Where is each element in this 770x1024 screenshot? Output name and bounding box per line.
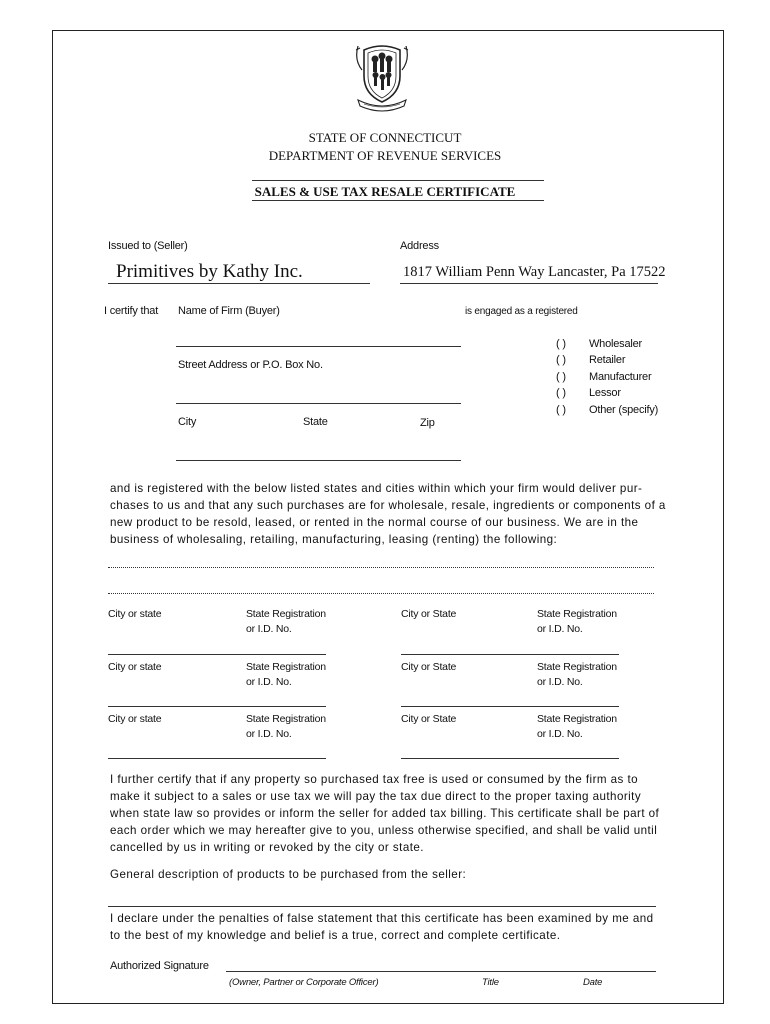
general-description-line[interactable]	[108, 906, 656, 907]
paragraph-certify-line-4: each order which we may hereafter give to you, unless otherwise specified, and shall be valid until	[110, 824, 658, 837]
seller-address-line	[400, 283, 658, 284]
id-number-label: or I.D. No.	[537, 623, 583, 635]
declaration-line-1: I declare under the penalties of false statement that this certificate has been examined by me and	[110, 912, 654, 925]
city-or-state-label: City or state	[108, 608, 162, 620]
title-underline	[252, 200, 544, 201]
city-label: City	[178, 416, 197, 428]
authorized-signature-label: Authorized Signature	[110, 960, 209, 972]
registration-line-right[interactable]	[401, 706, 619, 707]
option-checkbox[interactable]: ( )	[556, 404, 566, 416]
seller-name-line	[108, 283, 370, 284]
registration-line-left[interactable]	[108, 758, 326, 759]
registration-line-right[interactable]	[401, 758, 619, 759]
general-description-label: General description of products to be purchased from the seller:	[110, 868, 467, 881]
city-or-state-label: City or state	[108, 661, 162, 673]
city-or-state-label: City or state	[108, 713, 162, 725]
option-checkbox[interactable]: ( )	[556, 354, 566, 366]
state-registration-label: State Registration	[537, 661, 617, 673]
option-label: Other (specify)	[589, 404, 659, 416]
paragraph-registration-line-4: business of wholesaling, retailing, manufacturing, leasing (renting) the following:	[110, 533, 558, 546]
department-name: DEPARTMENT OF REVENUE SERVICES	[268, 148, 502, 163]
state-registration-label: State Registration	[537, 713, 617, 725]
city-state-zip-line[interactable]	[176, 460, 461, 461]
state-registration-label: State Registration	[537, 608, 617, 620]
owner-partner-label: (Owner, Partner or Corporate Officer)	[229, 977, 379, 988]
paragraph-certify-line-2: make it subject to a sales or use tax we will pay the tax due direct to the proper taxing authority	[110, 790, 642, 803]
products-dotted-line-1[interactable]	[108, 567, 654, 568]
city-or-state-label: City or State	[401, 713, 457, 725]
option-label: Wholesaler	[589, 338, 643, 350]
street-address-line[interactable]	[176, 403, 461, 404]
city-or-state-label: City or State	[401, 608, 457, 620]
paragraph-certify-line-3: when state law so provides or inform the seller for added tax billing. This certificate shall be part of	[110, 807, 660, 820]
option-label: Manufacturer	[589, 371, 652, 383]
zip-label: Zip	[420, 417, 435, 429]
firm-name-line[interactable]	[176, 346, 461, 347]
option-checkbox[interactable]: ( )	[556, 338, 566, 350]
id-number-label: or I.D. No.	[537, 728, 583, 740]
registration-line-left[interactable]	[108, 706, 326, 707]
title-overline	[252, 180, 544, 181]
engaged-label: is engaged as a registered	[465, 306, 578, 317]
state-registration-label: State Registration	[246, 661, 326, 673]
paragraph-certify-line-5: cancelled by us in writing or revoked by the city or state.	[110, 841, 424, 854]
issued-to-label: Issued to (Seller)	[108, 240, 188, 252]
street-address-label: Street Address or P.O. Box No.	[178, 359, 323, 371]
option-label: Retailer	[589, 354, 626, 366]
state-registration-label: State Registration	[246, 713, 326, 725]
date-label: Date	[583, 977, 603, 988]
option-checkbox[interactable]: ( )	[556, 371, 566, 383]
form-title: SALES & USE TAX RESALE CERTIFICATE	[254, 184, 516, 199]
state-registration-label: State Registration	[246, 608, 326, 620]
firm-name-label: Name of Firm (Buyer)	[178, 305, 280, 317]
id-number-label: or I.D. No.	[246, 623, 292, 635]
paragraph-registration-line-3: new product to be resold, leased, or rented in the normal course of our business. We are in the	[110, 516, 639, 529]
paragraph-certify-line-1: I further certify that if any property so purchased tax free is used or consumed by the firm as to	[110, 773, 639, 786]
state-label: State	[303, 416, 328, 428]
seller-name-field[interactable]: Primitives by Kathy Inc.	[116, 261, 303, 282]
products-dotted-line-2[interactable]	[108, 593, 654, 594]
state-name: STATE OF CONNECTICUT	[308, 130, 462, 145]
connecticut-seal-icon	[350, 40, 414, 112]
option-checkbox[interactable]: ( )	[556, 387, 566, 399]
title-label: Title	[482, 977, 499, 988]
id-number-label: or I.D. No.	[246, 676, 292, 688]
paragraph-registration-line-2: chases to us and that any such purchases are for wholesale, resale, ingredients or components of a	[110, 499, 666, 512]
registration-line-left[interactable]	[108, 654, 326, 655]
city-or-state-label: City or State	[401, 661, 457, 673]
address-label: Address	[400, 240, 439, 252]
declaration-line-2: to the best of my knowledge and belief is a true, correct and complete certificate.	[110, 929, 561, 942]
certify-label: I certify that	[104, 305, 159, 317]
seller-address-field[interactable]: 1817 William Penn Way Lancaster, Pa 17522	[403, 264, 666, 280]
registration-line-right[interactable]	[401, 654, 619, 655]
option-label: Lessor	[589, 387, 621, 399]
paragraph-registration-line-1: and is registered with the below listed states and cities within which your firm would deliver pur-	[110, 482, 643, 495]
id-number-label: or I.D. No.	[246, 728, 292, 740]
id-number-label: or I.D. No.	[537, 676, 583, 688]
signature-line[interactable]	[226, 971, 656, 972]
